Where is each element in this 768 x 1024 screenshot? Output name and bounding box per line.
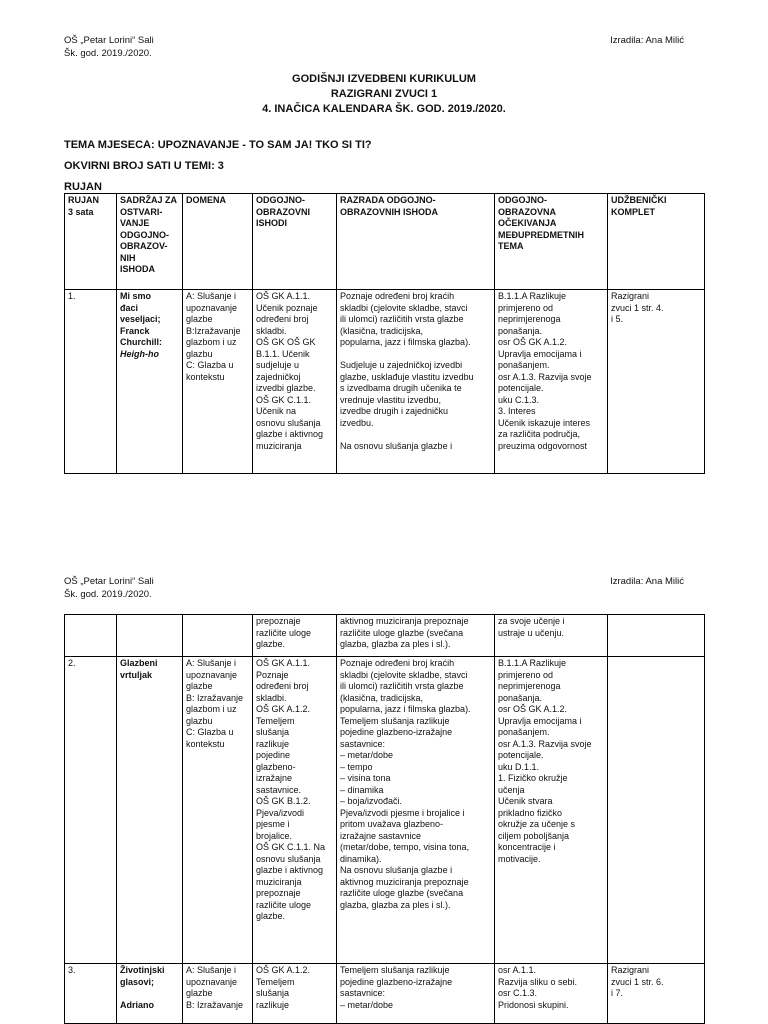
row-outcome-detail: Poznaje određeni broj kraćih skladbi (cjelovite skladbe, stavci ili ulomci) različitih vrsta glazbe (klasična, tradicijska, popularna, jazz i filmska glazba). Temeljem slušanja razlikuje pojedine glazbeno-izražajne sastavnice: – metar/dobe – tempo – visina tona – dinamika – boja/izvođači. Pjeva/izvodi pjesme i brojalice i pritom uvažava glazbeno- izražajne sastavnice (metar/dobe, tempo, visina tona, dinamika). Na osnovu slušanja glazbe i aktivnog muziciranja prepoznaje različite uloge glazbe (svečana glazba, glazba za ples i sl.). — [337, 657, 495, 964]
row-content — [117, 657, 183, 964]
row-domain: A: Slušanje i upoznavanje glazbe B:Izražavanje glazbom i uz glazbu C: Glazba u kontekstu — [183, 290, 253, 474]
title-line-1: GODIŠNJI IZVEDBENI KURIKULUM — [292, 73, 476, 85]
curriculum-table-page-1 — [64, 193, 705, 474]
hours-line: OKVIRNI BROJ SATI U TEMI: 3 — [64, 160, 224, 172]
lesson-title: Mi smo đaci veseljaci; — [120, 291, 161, 324]
row-cross-curricular: osr A.1.1. Razvija sliku o sebi. osr C.1.3. Pridonosi skupini. — [495, 964, 608, 1024]
table-row — [65, 964, 705, 1024]
row-textbook: Razigrani zvuci 1 str. 6. i 7. — [608, 964, 705, 1024]
row-outcomes: OŠ GK A.1.1. Učenik poznaje određeni broj skladbi. OŠ GK OŠ GK B.1.1. Učenik sudjeluje u zajedničkoj izvedbi glazbe. OŠ GK C.1.1. Učenik na osnovu slušanja glazbe i aktivnog muziciranja — [253, 290, 337, 474]
row-cross-curricular: B.1.1.A Razlikuje primjereno od neprimjerenoga ponašanja. osr OŠ GK A.1.2. Upravlja emocijama i ponašanjem. osr A.1.3. Razvija svoje potencijale. uku D.1.1. 1. Fizičko okružje učenja Učenik stvara prikladno fizičko okružje za učenje s ciljem poboljšanja koncentracije i motivacije. — [495, 657, 608, 964]
curriculum-table-page-2 — [64, 614, 705, 1024]
row-textbook — [608, 615, 705, 657]
table-header-row — [65, 194, 705, 290]
row-outcome-detail: Temeljem slušanja razlikuje pojedine glazbeno-izražajne sastavnice: – metar/dobe — [337, 964, 495, 1024]
composer: Franck Churchill: — [120, 325, 162, 347]
author: Izradila: Ana Milić — [610, 576, 684, 587]
header-month: RUJAN 3 sata — [65, 194, 117, 290]
header-content: SADRŽAJ ZA OSTVARI- VANJE ODGOJNO- OBRAZOV- NIH ISHODA — [117, 194, 183, 290]
document-title — [64, 72, 704, 117]
row-cross-curricular: B.1.1.A Razlikuje primjereno od neprimjerenoga ponašanja. osr OŠ GK A.1.2. Upravlja emocijama i ponašanjem. osr A.1.3. Razvija svoje potencijale. uku C.1.3. 3. Interes Učenik iskazuje interes za različita područja, preuzima odgovornost — [495, 290, 608, 474]
school-year: Šk. god. 2019./2020. — [64, 48, 152, 59]
row-number — [65, 615, 117, 657]
row-number: 2. — [65, 657, 117, 964]
row-outcomes: OŠ GK A.1.2. Temeljem slušanja razlikuje — [253, 964, 337, 1024]
header-textbook: UDŽBENIČKI KOMPLET — [608, 194, 705, 290]
author: Izradila: Ana Milić — [610, 35, 684, 46]
table-row — [65, 290, 705, 474]
page-header-2 — [64, 575, 684, 601]
row-outcomes: OŠ GK A.1.1. Poznaje određeni broj skladbi. OŠ GK A.1.2. Temeljem slušanja razlikuje pojedine glazbeno- izražajne sastavnice. OŠ GK B.1.2. Pjeva/izvodi pjesme i brojalice. OŠ GK C.1.1. Na osnovu slušanja glazbe i aktivnog muziciranja prepoznaje različite uloge glazbe. — [253, 657, 337, 964]
row-textbook — [608, 657, 705, 964]
header-outcomes: ODGOJNO- OBRAZOVNI ISHODI — [253, 194, 337, 290]
row-content — [117, 964, 183, 1024]
row-content — [117, 290, 183, 474]
table-row — [65, 657, 705, 964]
composer: Adriano — [120, 999, 155, 1010]
page-header — [64, 34, 684, 60]
row-cross-curricular: za svoje učenje i ustraje u učenju. — [495, 615, 608, 657]
row-outcome-detail: Poznaje određeni broj kraćih skladbi (cjelovite skladbe, stavci ili ulomci) različitih vrsta glazbe (klasična, tradicijska, popularna, jazz i filmska glazba). Sudjeluje u zajedničkoj izvedbi glazbe, usklađuje vlastitu izvedbu s izvedbama drugih učenika te vrednuje vlastitu izvedbu, izvedbe drugih i zajedničku izvedbu. Na osnovu slušanja glazbe i — [337, 290, 495, 474]
lesson-title: Životinjski glasovi; — [120, 965, 165, 987]
theme-line: TEMA MJESECA: UPOZNAVANJE - TO SAM JA! TKO SI TI? — [64, 139, 372, 151]
lesson-title: Glazbeni vrtuljak — [120, 658, 158, 680]
school-name: OŠ „Petar Lorini“ Sali — [64, 576, 154, 587]
row-outcome-detail: aktivnog muziciranja prepoznaje različite uloge glazbe (svečana glazba, glazba za ples i sl.). — [337, 615, 495, 657]
month-line: RUJAN — [64, 181, 102, 193]
school-name: OŠ „Petar Lorini“ Sali — [64, 35, 154, 46]
row-content — [117, 615, 183, 657]
table-row-continuation — [65, 615, 705, 657]
row-domain: A: Slušanje i upoznavanje glazbe B: Izražavanje — [183, 964, 253, 1024]
row-domain: A: Slušanje i upoznavanje glazbe B: Izražavanje glazbom i uz glazbu C: Glazba u kontekstu — [183, 657, 253, 964]
title-line-3: 4. INAČICA KALENDARA ŠK. GOD. 2019./2020. — [262, 103, 506, 115]
row-number: 3. — [65, 964, 117, 1024]
row-textbook: Razigrani zvuci 1 str. 4. i 5. — [608, 290, 705, 474]
song-title: Heigh-ho — [120, 348, 159, 359]
school-year: Šk. god. 2019./2020. — [64, 589, 152, 600]
header-outcome-detail: RAZRADA ODGOJNO- OBRAZOVNIH ISHODA — [337, 194, 495, 290]
title-line-2: RAZIGRANI ZVUCI 1 — [330, 88, 438, 100]
header-domain: DOMENA — [183, 194, 253, 290]
row-outcomes: prepoznaje različite uloge glazbe. — [253, 615, 337, 657]
row-domain — [183, 615, 253, 657]
header-cross-curricular: ODGOJNO- OBRAZOVNA OČEKIVANJA MEĐUPREDMETNIH TEMA — [495, 194, 608, 290]
row-number: 1. — [65, 290, 117, 474]
